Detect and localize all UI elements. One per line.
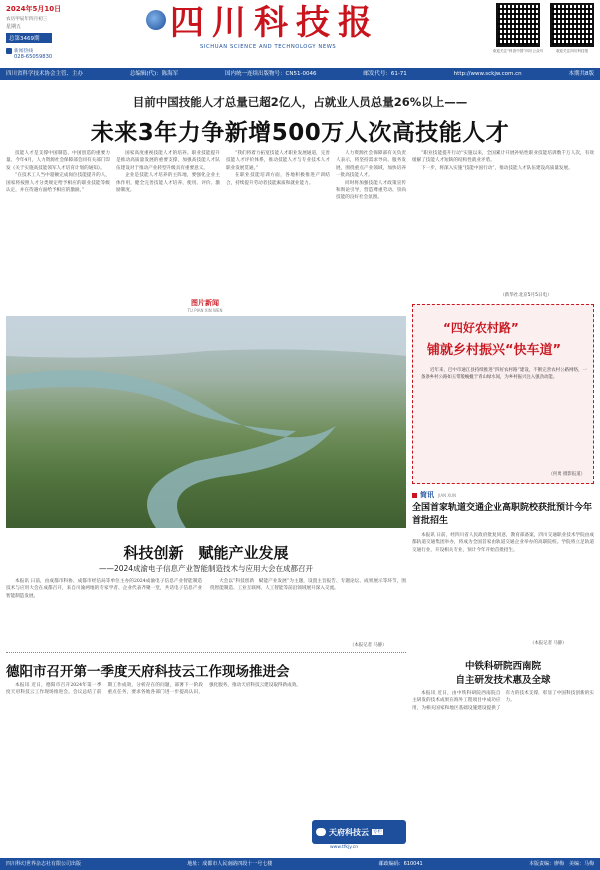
logo-badge: 专栏: [373, 830, 382, 835]
feature-subhead: ——2024成渝电子信息产业智能制造技术与应用大会在成都召开: [98, 564, 314, 573]
logo-url: www.tfkjy.cn: [330, 845, 359, 850]
lead-col5-p2: 下一步，将深入实施“技能中国行动”，推动技能人才队伍建设高质量发展。: [421, 165, 573, 171]
date: 2024年5月10日: [6, 5, 62, 13]
lead-column-4: [336, 150, 406, 300]
qr-code-right: [550, 3, 594, 47]
side-story-credit: （何勇 摄影报道）: [548, 472, 585, 477]
lead-column-2: [116, 150, 220, 300]
side-story-box: [412, 304, 594, 484]
weekday: 星期五: [6, 24, 22, 30]
tianfu-keji-yun-logo: [312, 820, 406, 844]
footer-bar: [0, 858, 600, 870]
feature-body-left: [6, 578, 202, 640]
lead-col1-p2: “在技术工人当中超额完成岗位技能提升的人，国家将按照人才分类规定给予相应的职业技能等级认定，并在待遇方面给予相应的激励。”: [6, 173, 110, 194]
masthead: [0, 0, 600, 68]
brief-paragraph: 本报讯 日前，经四川省人民政府批复同意，教育部备案，四川交通职业技术学院由成都轨道交通集团举办，将成为全国首家由轨道交通企业举办的高职院校。学院将立足轨道交通行业，开设相关专业，预计今年开始首批招生。: [412, 533, 594, 553]
aerial-landscape-photo: [6, 316, 406, 528]
hotline-label: 新闻热线: [14, 49, 34, 54]
brief-label: [412, 490, 456, 500]
photo-caption: [6, 528, 406, 529]
issue-number: 总第3469期: [6, 33, 52, 43]
brief-headline: 全国首家轨道交通企业高职院校获批预计今年首批招生: [412, 503, 593, 526]
side-story-body: [421, 367, 587, 471]
masthead-title: 四川科技报: [170, 3, 380, 43]
sponsor: 四川省科学技术协会主管、主办: [6, 71, 84, 77]
side-story-headline-2: 铺就乡村振兴“快车道”: [427, 343, 562, 358]
lead-kicker: 目前中国技能人才总量已超2亿人，占就业人员总量26%以上——: [132, 95, 468, 109]
website-link[interactable]: http://www.sckjw.com.cn: [453, 71, 522, 77]
phone-icon: [6, 48, 12, 54]
brief-title: 简讯: [420, 491, 434, 499]
brief-credit: （本报记者 马静）: [530, 641, 567, 646]
lead-col4-p1: 人力资源社会保障部有关负责人表示，将坚持需求导向、服务发展，围绕重点产业领域，加快培养一批高技能人才。: [336, 151, 406, 179]
second-paragraph: 本报讯 近日，德阳市召开2024年第一季度天府科技云工作现场推进会。会议总结了前期工作成效，分析存在的问题，部署下一阶段重点任务，要求各地各部门进一步提高认识，强化服务，推动天府科技云建设取得新成效。: [6, 683, 301, 696]
right-bottom-body: [412, 690, 594, 854]
address: 地址：成都市人民南路四段十一号七楼: [187, 861, 273, 867]
right-bottom-headline-1: 中铁科研院西南院: [464, 661, 541, 672]
logo-text: 天府科技云: [329, 827, 369, 837]
lead-column-3: [226, 150, 330, 300]
brief-body: [412, 532, 594, 640]
photo-news-title-en: TU PIAN XIN WEN: [187, 308, 223, 313]
info-bar: [0, 68, 600, 80]
feature-paragraph-1: 本报讯 日前，由成都市科协、成都市经信局等单位主办的2024成渝电子信息产业智能制造技术与应用大会在成都召开，来自川渝两地的专家学者、企业代表齐聚一堂，共话电子信息产业智能制造发展。: [6, 579, 202, 599]
qr-left-caption: 欢迎关注“科普中国”四川公众号: [492, 49, 544, 53]
newspaper-emblem-icon: [146, 10, 166, 30]
cloud-icon: [316, 828, 326, 836]
second-headline: 德阳市召开第一季度天府科技云工作现场推进会: [6, 664, 290, 680]
hotline: [6, 47, 70, 54]
feature-paragraph-2: 大会以“科技创新 赋能产业发展”为主题，设置主旨报告、专题论坛、成果展示等环节，围绕智能制造、工业互联网、人工智能等前沿领域展开深入交流。: [210, 579, 406, 592]
lead-source: （新华社北京5月5日电）: [500, 293, 552, 298]
publisher: 四川科幻世界杂志社有限公司出版: [6, 861, 82, 867]
masthead-title-en: SICHUAN SCIENCE AND TECHNOLOGY NEWS: [200, 44, 337, 50]
side-story-headline-1: “四好农村路”: [443, 321, 519, 335]
lead-col3-p1: “我们将着力拓宽技能人才职业发展通道，完善技能人才评价体系，推动技能人才与专业技术人才职业发展贯通。”: [226, 151, 330, 171]
brief-square-icon: [412, 493, 417, 498]
photo-news-title: 图片新闻: [191, 299, 219, 307]
lunar-date: 农历甲辰年四月初三: [6, 17, 48, 22]
lead-col2-p1: 国家高度重视技能人才的培养。职业技能提升是推动高质量发展的重要支撑，加强高技能人才队伍建设对于推动产业转型升级具有重要意义。: [116, 151, 220, 171]
feature-body-right: [210, 578, 406, 640]
footer-postcode: 邮政编码：610041: [378, 861, 423, 867]
lead-column-1: [6, 150, 110, 300]
lead-col5-p1: “职业技能提升行动”实施以来，全国累计开展补贴性职业技能培训数千万人次，有效缓解了技能人才短缺的结构性就业矛盾。: [412, 151, 594, 164]
lead-headline: 未来3年力争新增500万人次高技能人才: [90, 120, 510, 146]
lead-col1-p1: 技能人才是支撑中国制造、中国创造的重要力量。今年4月，人力资源社会保障部会同有关部门印发《关于实施高技能领军人才培育计划的通知》。: [6, 151, 110, 171]
lead-column-5: [412, 150, 594, 290]
page-editor: 本版责编：廖梅 美编：马梅: [528, 861, 594, 867]
qr-code-left: [496, 3, 540, 47]
chief-editor: 总编辑(代)：陈海军: [129, 71, 179, 77]
hotline-number: 028-65059830: [14, 54, 53, 60]
brief-title-en: JIAN XUN: [438, 492, 457, 498]
page-count: 本期共8版: [568, 71, 594, 77]
side-story-paragraph: 近年来，巴中市通江县持续推进“四好农村路”建设，不断完善农村公路网络，一条条乡村公路如玉带般蜿蜒于青山绿水间，为乡村振兴注入强劲动能。: [421, 368, 587, 380]
right-bottom-headline-2: 自主研发技术惠及全球: [455, 675, 551, 686]
right-bottom-paragraph: 本报讯 近日，由中铁科研院西南院自主研发的技术成果在海外工程项目中成功应用，为相关国家和地区基础设施建设提供了有力的技术支撑，彰显了中国科技创新的实力。: [412, 691, 594, 711]
river-shape: [6, 316, 406, 528]
photo-news-label: [150, 298, 260, 313]
feature-credit: （本报记者 马静）: [350, 643, 387, 648]
lead-col2-p2: 企业是技能人才培养的主阵地，要强化企业主体作用，健全完善技能人才培养、使用、评价、激励制度。: [116, 173, 220, 194]
divider-rule: [6, 652, 406, 653]
lead-col4-p2: 同时将加强技能人才政策宣传和舆论引导，营造尊重劳动、崇尚技能的良好社会氛围。: [336, 180, 406, 201]
feature-headline: 科技创新 赋能产业发展: [123, 544, 289, 562]
date-block: [6, 4, 70, 60]
lead-col3-p2: 在职业技能培训方面，各地积极推进产训结合，持续提升劳动者技能素质和就业能力。: [226, 173, 330, 186]
cn-number: 国内统一连续出版物号：CN51-0046: [225, 71, 317, 77]
qr-right-caption: 欢迎关注四川科技报: [555, 49, 589, 53]
postal-code: 邮发代号：61-71: [363, 71, 407, 77]
